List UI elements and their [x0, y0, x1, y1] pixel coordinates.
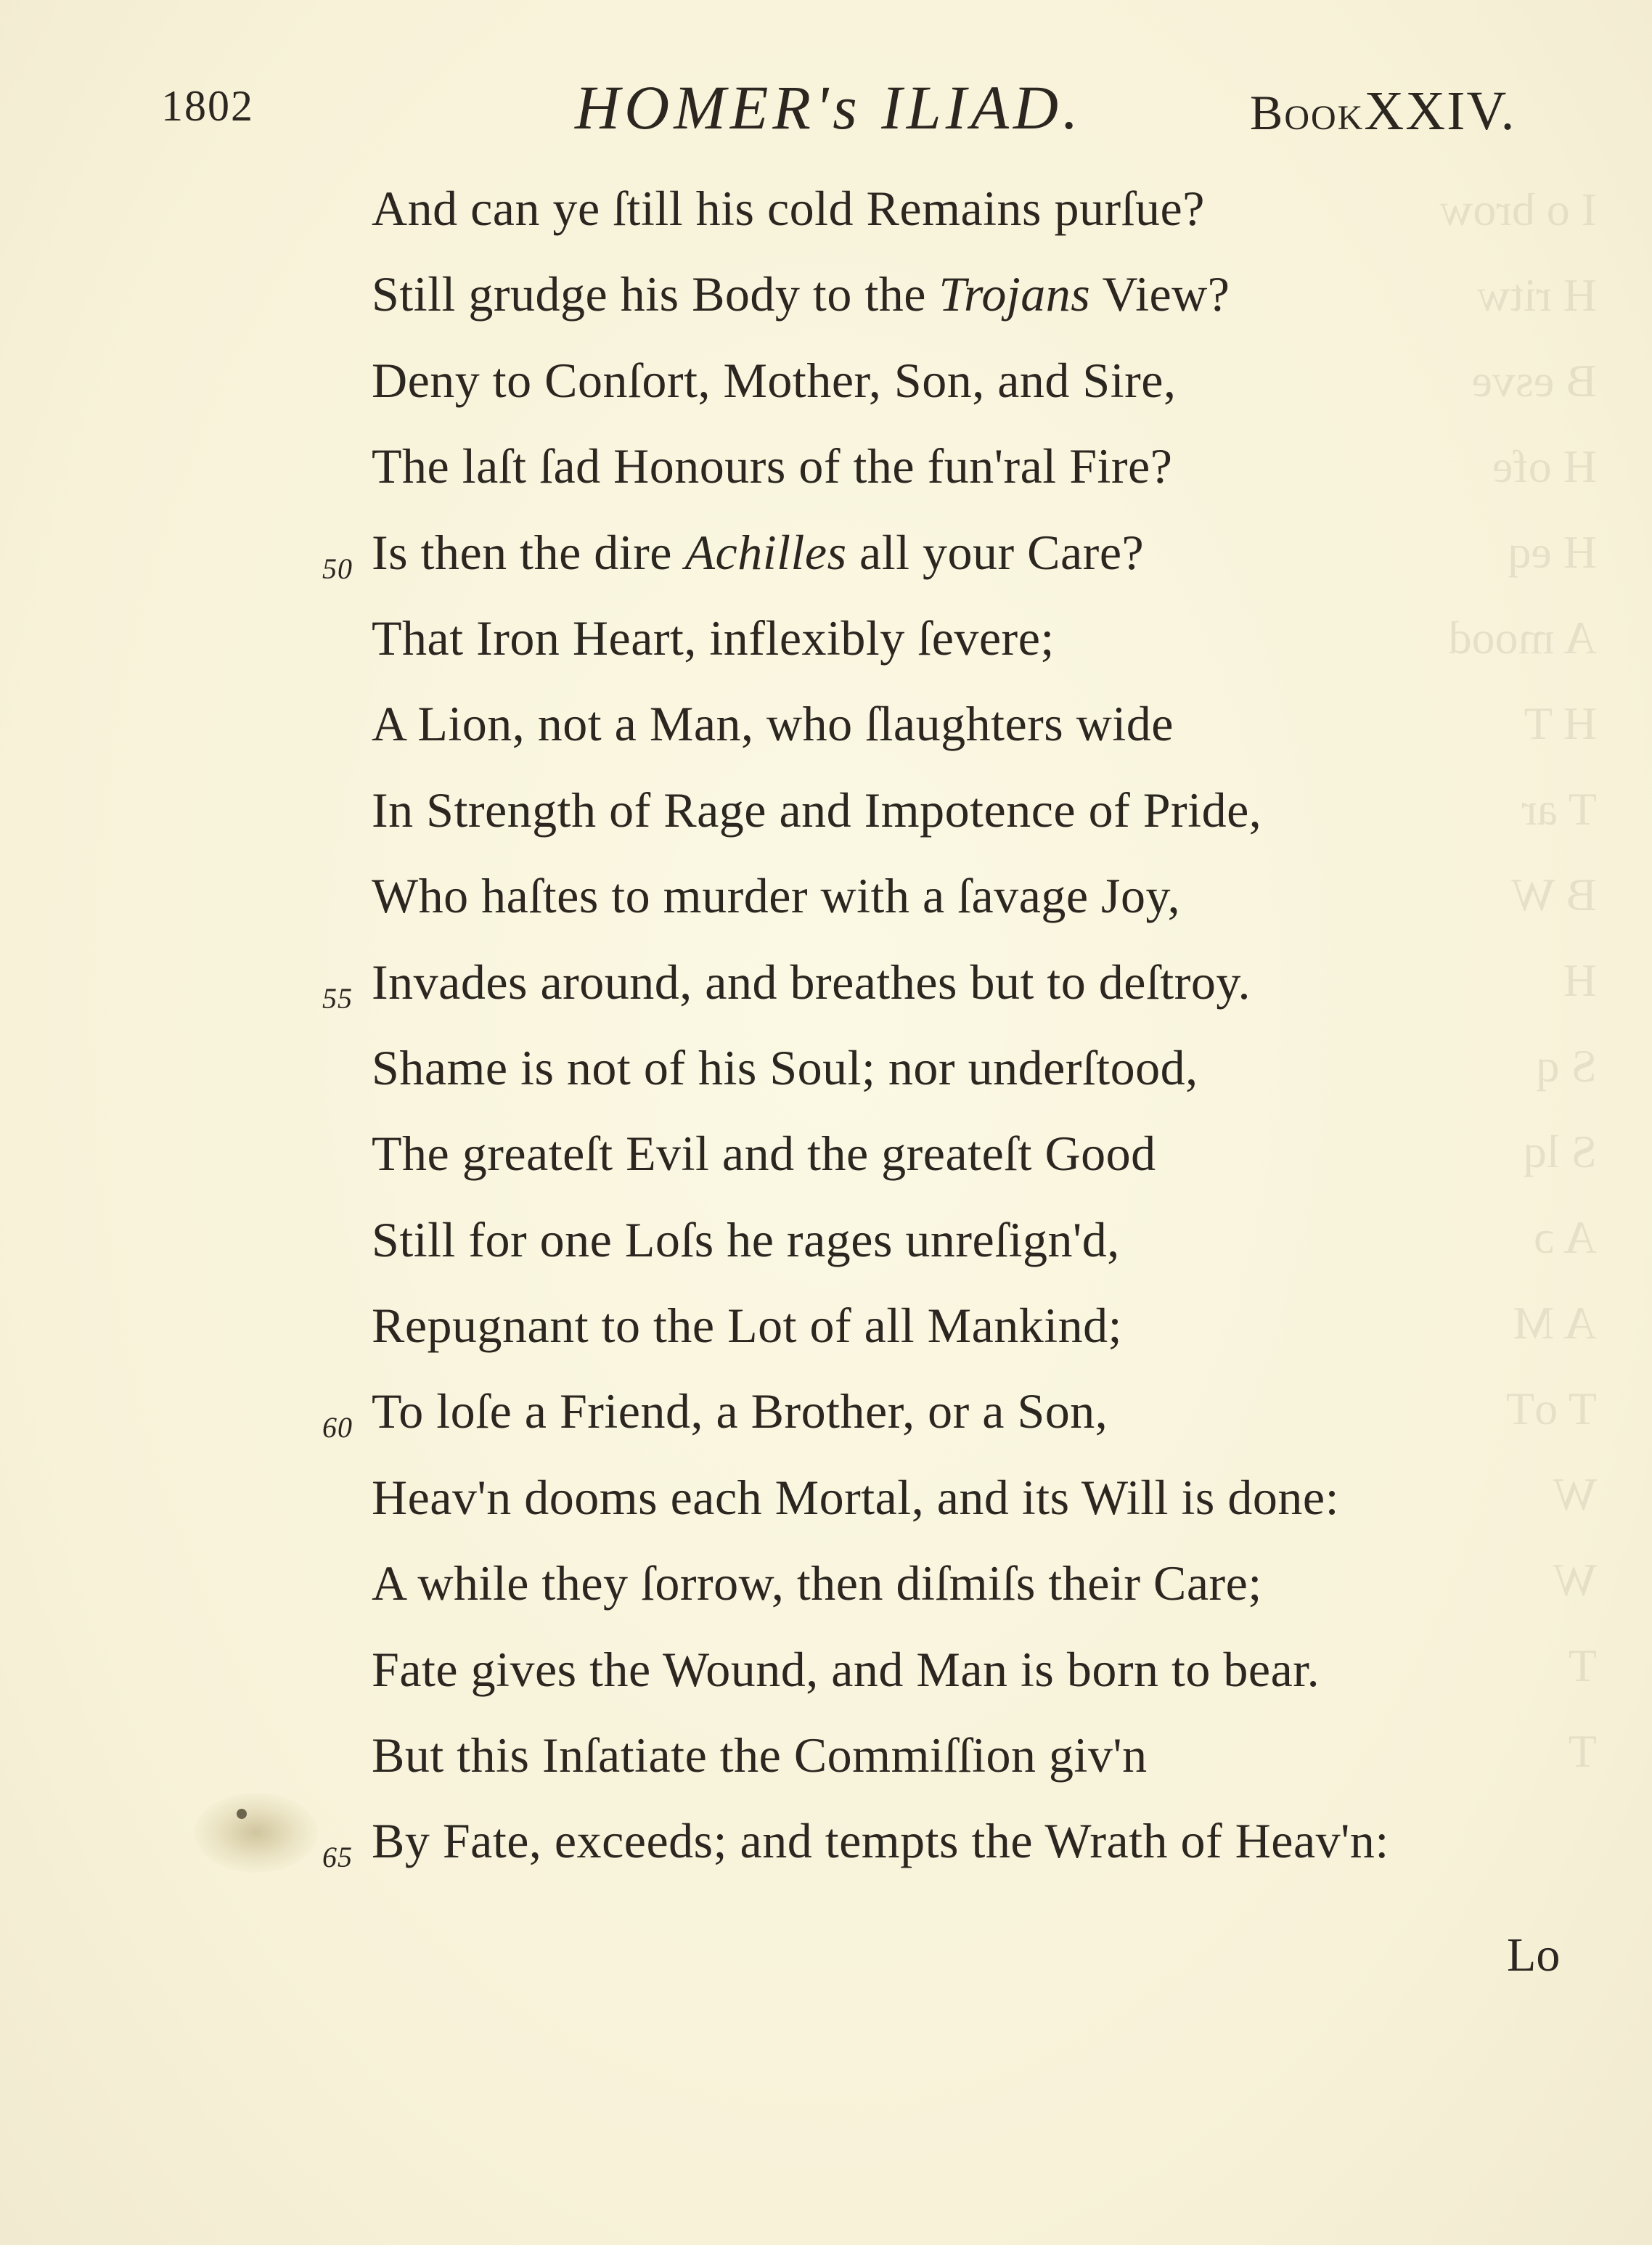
- line-number: 60: [322, 1411, 353, 1444]
- verse-line: [0, 954, 1652, 1039]
- verse-line: [0, 524, 1652, 610]
- verse-text: In Strength of Rage and Impotence of Pride,: [372, 782, 1262, 838]
- verse-line: [0, 1727, 1652, 1812]
- page-number: 1802: [161, 82, 254, 130]
- line-number: 55: [322, 981, 353, 1015]
- verse-italic-name: Achilles: [684, 524, 847, 580]
- verse-line: [0, 1812, 1652, 1898]
- poem-body: [0, 180, 1652, 1899]
- verse-text: Still for one Loſs he rages unreſign'd,: [372, 1211, 1120, 1267]
- verse-text: That Iron Heart, inflexibly ſevere;: [372, 610, 1055, 666]
- verse-line: [0, 1641, 1652, 1727]
- verse-text-part: all your Care?: [846, 524, 1145, 580]
- verse-text: [372, 266, 1230, 323]
- verse-text: The greateſt Evil and the greateſt Good: [372, 1126, 1156, 1182]
- verse-line: [0, 266, 1652, 351]
- verse-text: By Fate, exceeds; and tempts the Wrath of Heav'n:: [372, 1813, 1389, 1869]
- verse-line: [0, 1039, 1652, 1125]
- verse-text: Who haſtes to murder with a ſavage Joy,: [372, 868, 1181, 924]
- book-number: XXIV.: [1364, 81, 1516, 142]
- line-number: 65: [322, 1841, 353, 1874]
- verse-line: [0, 1469, 1652, 1555]
- verse-line: [0, 352, 1652, 438]
- show-through-text: I o brow H ritw B esve H ofe H eq A mood H T T ar B W H S q S lq A ɔ A M T oT W W T T: [1439, 184, 1597, 1777]
- verse-text-part: Still grudge his Body to the: [372, 266, 939, 322]
- verse-line: [0, 1297, 1652, 1383]
- line-number: 50: [322, 552, 353, 585]
- verse-text: To loſe a Friend, a Brother, or a Son,: [372, 1383, 1108, 1439]
- verse-text: A Lion, not a Man, who ſlaughters wide: [372, 696, 1174, 752]
- verse-line: [0, 610, 1652, 695]
- verse-text: Repugnant to the Lot of all Mankind;: [372, 1298, 1123, 1354]
- verse-line: [0, 1383, 1652, 1468]
- verse-text: But this Inſatiate the Commiſſion giv'n: [372, 1727, 1148, 1783]
- verse-text: Deny to Conſort, Mother, Son, and Sire,: [372, 352, 1177, 408]
- book-prefix: Book: [1250, 85, 1365, 140]
- catchword: Lo: [1507, 1929, 1561, 1982]
- book-label: [1250, 80, 1516, 143]
- page-header: [0, 67, 1652, 147]
- verse-text-part: Is then the dire: [372, 524, 685, 580]
- verse-line: [0, 1555, 1652, 1640]
- verse-text: The laſt ſad Honours of the fun'ral Fire?: [372, 438, 1173, 494]
- verse-line: [0, 695, 1652, 781]
- verse-line: [0, 867, 1652, 953]
- verse-text: A while they ſorrow, then diſmiſs their Care;: [372, 1555, 1262, 1611]
- verse-text: Heav'n dooms each Mortal, and its Will is done:: [372, 1469, 1339, 1525]
- verse-text-part: View?: [1090, 266, 1230, 322]
- verse-line: [0, 438, 1652, 523]
- verse-text: Shame is not of his Soul; nor underſtood,: [372, 1039, 1198, 1095]
- verse-line: [0, 782, 1652, 867]
- verse-text: [372, 524, 1144, 581]
- verse-italic-name: Trojans: [939, 266, 1091, 322]
- verse-line: [0, 1125, 1652, 1211]
- verse-line: [0, 1211, 1652, 1297]
- running-title: HOMER's ILIAD.: [575, 73, 1083, 142]
- verse-text: Fate gives the Wound, and Man is born to bear.: [372, 1641, 1320, 1697]
- verse-text: Invades around, and breathes but to deſtroy.: [372, 954, 1251, 1010]
- verse-line: [0, 180, 1652, 266]
- verse-text: And can ye ſtill his cold Remains purſue?: [372, 181, 1205, 236]
